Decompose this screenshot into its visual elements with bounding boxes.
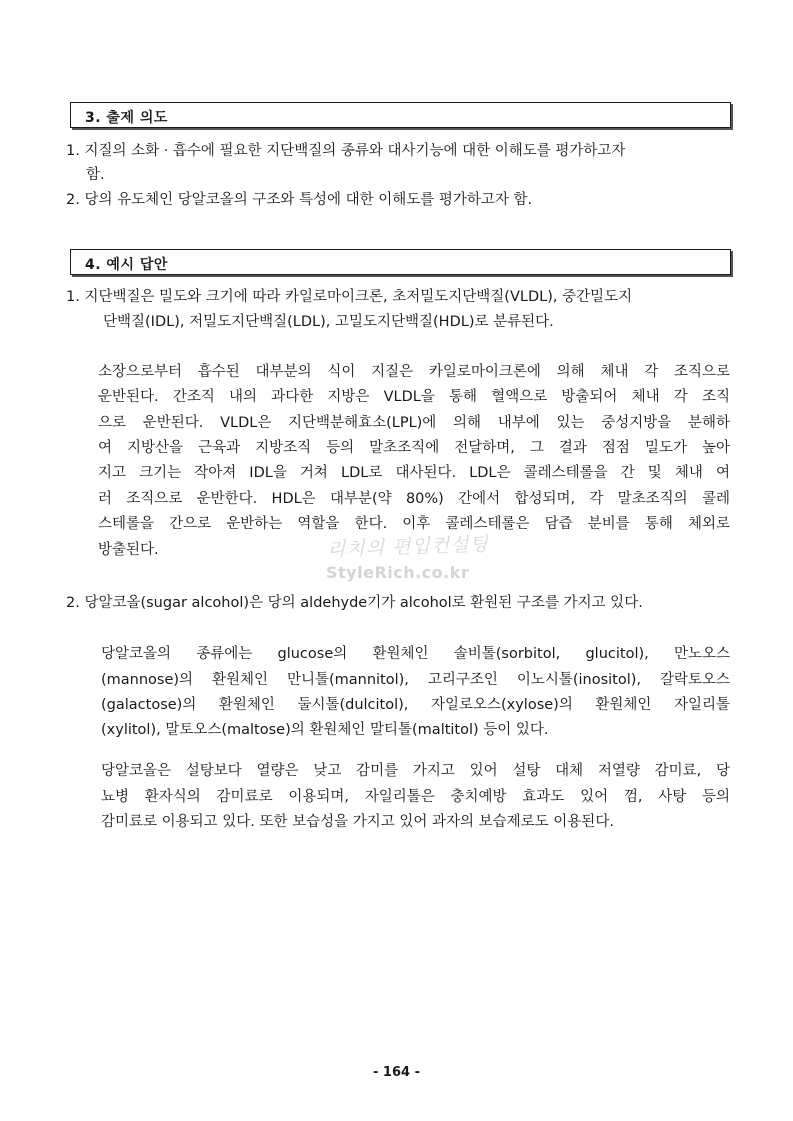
intent-item-2-line-1: 2. 당의 유도체인 당알코올의 구조와 특성에 대한 이해도를 평가하고자 함. [66,192,533,208]
watermark-url: StyleRich.co.kr [326,563,470,582]
answer-2-paragraph-1-line-4: (xylitol), 말토오스(maltose)의 환원체인 말티톨(maltitol) 등이 있다. [101,722,549,738]
answer-1-paragraph-line-8: 방출된다. [98,542,159,558]
answer-1-paragraph-line-1: 소장으로부터 흡수된 대부분의 식이 지질은 카일로마이크론에 의해 체내 각 조직으로 [98,364,730,380]
answer-1-paragraph-line-3: 으로 운반된다. VLDL은 지단백분해효소(LPL)에 의해 내부에 있는 중성지방을 분해하 [98,415,730,431]
answer-1-paragraph-line-4: 여 지방산을 근육과 지방조직 등의 말초조직에 전달하며, 그 결과 점점 밀도가 높아 [98,440,730,456]
section-3-title: 3. 출제 의도 [85,110,168,126]
section-3-header [70,102,731,128]
answer-2-paragraph-1-line-2: (mannose)의 환원체인 만니톨(mannitol), 고리구조인 이노시톨(inositol), 갈락토오스 [101,672,730,688]
intent-item-1-line-1: 1. 지질의 소화 · 흡수에 필요한 지단백질의 종류와 대사기능에 대한 이해도를 평가하고자 [66,143,626,159]
answer-1-paragraph-line-7: 스테롤을 간으로 운반하는 역할을 한다. 이후 콜레스테롤은 담즙 분비를 통해 체외로 [98,516,730,532]
answer-1-line-1: 1. 지단백질은 밀도와 크기에 따라 카일로마이크론, 초저밀도지단백질(VLDL), 중간밀도지 [66,289,633,305]
watermark-korean: 리치의 편입컨설팅 [326,533,490,561]
answer-1-line-2: 단백질(IDL), 저밀도지단백질(LDL), 고밀도지단백질(HDL)로 분류된다. [103,314,554,330]
intent-item-1-line-2: 함. [86,167,105,183]
answer-2-paragraph-1-line-1: 당알코올의 종류에는 glucose의 환원체인 솔비톨(sorbitol, glucitol), 만노오스 [101,646,730,662]
section-4-header [70,249,731,275]
answer-2-paragraph-1-line-3: (galactose)의 환원체인 둘시톨(dulcitol), 자일로오스(xylose)의 환원체인 자일리톨 [101,697,730,713]
answer-2-paragraph-2-line-2: 뇨병 환자식의 감미료로 이용되며, 자일리톨은 충치예방 효과도 있어 껌, 사탕 등의 [101,789,730,805]
page-number: - 164 - [373,1065,420,1080]
answer-1-paragraph-line-6: 러 조직으로 운반한다. HDL은 대부분(약 80%) 간에서 합성되며, 각 말초조직의 콜레 [98,491,730,507]
answer-2-paragraph-2-line-3: 감미료로 이용되고 있다. 또한 보습성을 가지고 있어 과자의 보습제로도 이용된다. [101,814,614,830]
answer-2-line-1: 2. 당알코올(sugar alcohol)은 당의 aldehyde기가 alcohol로 환원된 구조를 가지고 있다. [66,595,643,611]
answer-1-paragraph-line-2: 운반된다. 간조직 내의 과다한 지방은 VLDL을 통해 혈액으로 방출되어 체내 각 조직 [98,389,730,405]
answer-2-paragraph-2-line-1: 당알코올은 설탕보다 열량은 낮고 감미를 가지고 있어 설탕 대체 저열량 감미료, 당 [101,763,730,779]
answer-1-paragraph-line-5: 지고 크기는 작아져 IDL을 거쳐 LDL로 대사된다. LDL은 콜레스테롤을 간 및 체내 여 [98,465,730,481]
section-4-title: 4. 예시 답안 [85,257,168,273]
